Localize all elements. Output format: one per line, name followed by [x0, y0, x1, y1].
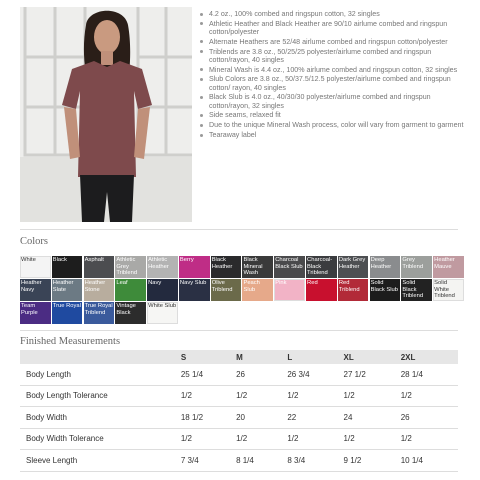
color-swatch-label: Charcoal-Black Triblend — [307, 257, 333, 277]
product-photo — [20, 7, 192, 222]
color-swatch[interactable] — [306, 279, 337, 301]
color-swatch[interactable] — [20, 279, 51, 301]
color-swatch[interactable] — [115, 256, 146, 278]
color-swatch-label: Solid Black Slub — [370, 280, 398, 293]
color-swatch[interactable] — [20, 302, 51, 324]
row-label: Sleeve Length — [20, 450, 181, 472]
color-swatch[interactable] — [211, 256, 242, 278]
size-header: 2XL — [401, 350, 458, 364]
spec-item: Tearaway label — [198, 131, 470, 139]
color-swatch-label: Peach Slub — [243, 280, 260, 293]
table-cell: 10 1/4 — [401, 450, 458, 472]
spec-item: Athletic Heather and Black Heather are 90/10 airlume combed and ringspun cotton/polyester — [198, 20, 470, 36]
spec-item: Alternate Heathers are 52/48 airlume combed and ringspun cotton/polyester — [198, 38, 470, 46]
table-cell: 22 — [287, 407, 343, 429]
row-label: Body Length — [20, 364, 181, 385]
color-swatch[interactable] — [433, 256, 464, 278]
color-swatch[interactable] — [338, 256, 369, 278]
color-swatch-label: Solid Black Triblend — [402, 280, 424, 300]
color-swatch-label: Dark Grey Heather — [338, 257, 366, 270]
color-swatch[interactable] — [115, 279, 146, 301]
color-swatch[interactable] — [338, 279, 369, 301]
size-header: XL — [344, 350, 401, 364]
color-swatch-label: Team Purple — [21, 303, 38, 316]
color-swatch[interactable] — [370, 256, 401, 278]
color-swatch-label: Red Triblend — [338, 280, 360, 293]
color-swatch-label: Athletic Grey Triblend — [116, 257, 138, 277]
table-cell: 25 1/4 — [181, 364, 236, 385]
table-cell: 1/2 — [236, 428, 287, 450]
color-swatch-label: White Slub — [148, 303, 177, 310]
color-swatch-label: Athletic Heather — [148, 257, 169, 270]
spec-item: Slub Colors are 3.8 oz., 50/37.5/12.5 polyester/airlume combed and ringspun cotton/ rayon, 40 singles — [198, 75, 470, 91]
row-label: Body Length Tolerance — [20, 385, 181, 407]
color-swatch-label: Grey Triblend — [402, 257, 424, 270]
table-cell: 1/2 — [344, 385, 401, 407]
color-swatch-label: True Royal Triblend — [84, 303, 113, 316]
color-swatch[interactable] — [179, 279, 210, 301]
table-cell: 24 — [344, 407, 401, 429]
color-swatch[interactable] — [147, 256, 178, 278]
table-cell: 1/2 — [287, 385, 343, 407]
color-swatch-label: Deep Heather — [370, 257, 392, 270]
measurements-heading: Finished Measurements — [20, 336, 121, 347]
color-swatch[interactable] — [52, 302, 83, 324]
table-row — [20, 450, 458, 472]
color-swatch-label: Black Mineral Wash — [243, 257, 263, 277]
color-swatch-label: Heather Stone — [84, 280, 106, 293]
table-cell: 26 — [401, 407, 458, 429]
color-swatch[interactable] — [401, 256, 432, 278]
table-cell: 8 1/4 — [236, 450, 287, 472]
spec-item: Side seams, relaxed fit — [198, 111, 470, 119]
color-swatch-label: Heather Navy — [21, 280, 42, 293]
table-row — [20, 407, 458, 429]
table-cell: 8 3/4 — [287, 450, 343, 472]
color-swatch[interactable] — [115, 302, 146, 324]
color-swatch[interactable] — [370, 279, 401, 301]
table-cell: 7 3/4 — [181, 450, 236, 472]
color-swatch-label: Asphalt — [84, 257, 104, 263]
color-swatch[interactable] — [274, 256, 305, 278]
color-swatch[interactable] — [52, 279, 83, 301]
color-swatch-label: Pink — [275, 280, 287, 287]
size-header: L — [287, 350, 343, 364]
table-row — [20, 385, 458, 407]
measurements-header-row — [20, 350, 458, 364]
color-swatch-label: Berry — [179, 257, 194, 263]
color-swatch-label: Olive Triblend — [211, 280, 233, 293]
color-swatch-label: White — [21, 257, 36, 263]
color-swatch-label: Solid White Triblend — [434, 280, 455, 300]
color-swatch[interactable] — [242, 256, 273, 278]
colors-heading: Colors — [20, 236, 49, 247]
color-swatch[interactable] — [84, 302, 115, 324]
table-cell: 1/2 — [401, 428, 458, 450]
color-swatch-label: Black — [52, 257, 67, 263]
color-swatch[interactable] — [306, 256, 337, 278]
color-swatch-label: True Royal — [52, 303, 81, 310]
color-swatch-label: Navy Slub — [179, 280, 207, 287]
measurements-table — [20, 350, 458, 472]
product-specs-list — [198, 10, 470, 141]
color-swatch[interactable] — [20, 256, 51, 278]
color-swatch[interactable] — [84, 279, 115, 301]
table-cell: 28 1/4 — [401, 364, 458, 385]
spec-item: Black Slub is 4.0 oz., 40/30/30 polyester/airlume combed and ringspun cotton/rayon, 32 singles — [198, 93, 470, 109]
table-cell: 1/2 — [401, 385, 458, 407]
table-cell: 1/2 — [181, 428, 236, 450]
size-header: S — [181, 350, 236, 364]
color-swatch-grid — [20, 256, 460, 324]
table-cell: 18 1/2 — [181, 407, 236, 429]
color-swatch-label: Vintage Black — [116, 303, 136, 316]
section-divider — [20, 330, 458, 331]
spec-item: Mineral Wash is 4.4 oz., 100% airlume combed and ringspun cotton, 32 singles — [198, 66, 470, 74]
table-cell: 1/2 — [344, 428, 401, 450]
color-swatch-label: Heather Slate — [52, 280, 74, 293]
table-row — [20, 364, 458, 385]
table-cell: 1/2 — [287, 428, 343, 450]
color-swatch[interactable] — [84, 256, 115, 278]
table-cell: 1/2 — [236, 385, 287, 407]
table-cell: 1/2 — [181, 385, 236, 407]
color-swatch[interactable] — [401, 279, 432, 301]
color-swatch-label: Leaf — [116, 280, 128, 287]
spec-item: Triblends are 3.8 oz., 50/25/25 polyester/airlume combed and ringspun cotton/rayon, 40 singles — [198, 48, 470, 64]
color-swatch-label: Navy — [148, 280, 162, 287]
table-cell: 26 3/4 — [287, 364, 343, 385]
table-row — [20, 428, 458, 450]
color-swatch[interactable] — [211, 279, 242, 301]
table-cell: 9 1/2 — [344, 450, 401, 472]
color-swatch[interactable] — [433, 279, 464, 301]
color-swatch-label: Heather Mauve — [434, 257, 455, 270]
color-swatch[interactable] — [242, 279, 273, 301]
spec-item: Due to the unique Mineral Wash process, color will vary from garment to garment — [198, 121, 470, 129]
table-cell: 26 — [236, 364, 287, 385]
color-swatch[interactable] — [179, 256, 210, 278]
size-header: M — [236, 350, 287, 364]
color-swatch[interactable] — [274, 279, 305, 301]
table-cell: 20 — [236, 407, 287, 429]
table-cell: 27 1/2 — [344, 364, 401, 385]
color-swatch-label: Black Heather — [211, 257, 233, 270]
color-swatch-label: Red — [307, 280, 318, 287]
color-swatch-label: Charcoal Black Slub — [275, 257, 303, 270]
row-label: Body Width Tolerance — [20, 428, 181, 450]
color-swatch[interactable] — [147, 302, 178, 324]
color-swatch[interactable] — [52, 256, 83, 278]
section-divider — [20, 229, 458, 230]
spec-item: 4.2 oz., 100% combed and ringspun cotton, 32 singles — [198, 10, 470, 18]
row-label: Body Width — [20, 407, 181, 429]
header-blank — [20, 350, 181, 364]
color-swatch[interactable] — [147, 279, 178, 301]
